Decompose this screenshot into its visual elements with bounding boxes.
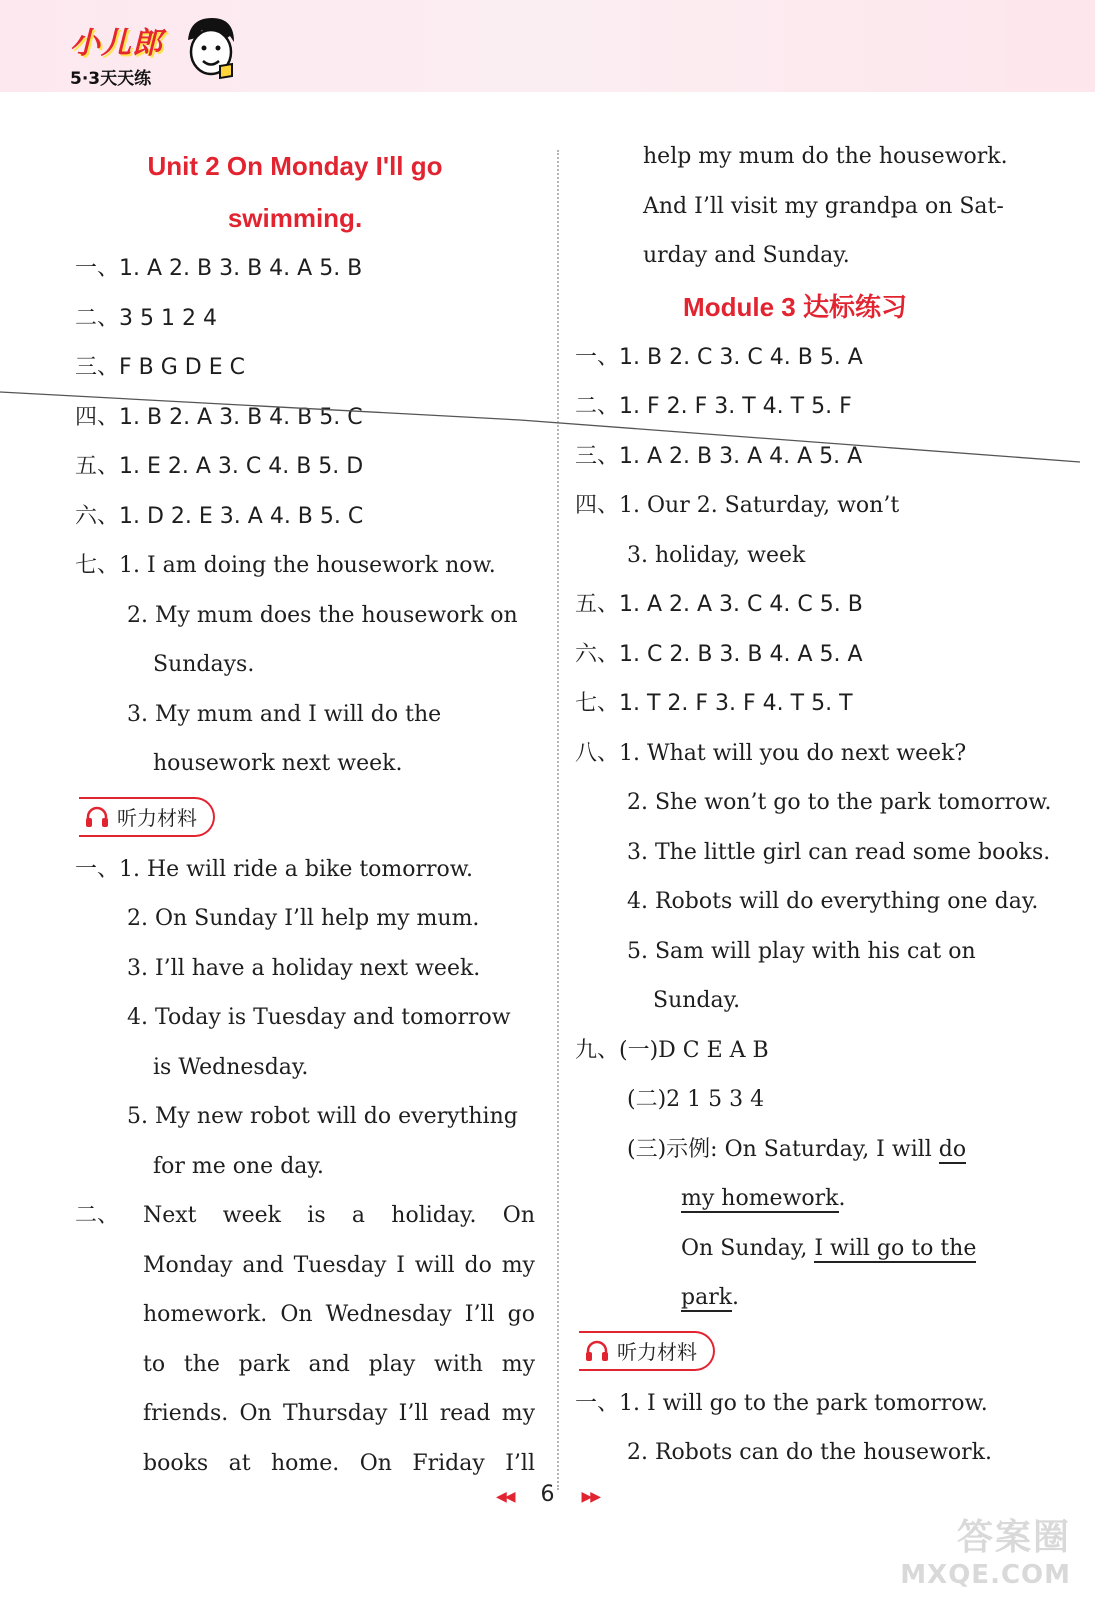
- module-9-3d: [575, 1273, 1045, 1323]
- module-9-3-end: .: [838, 1186, 846, 1211]
- listening-label-2: 听力材料: [617, 1340, 697, 1364]
- answer-row-2: 二、3 5 1 2 4: [75, 305, 217, 331]
- module-9-1: 九、(一)D C E A B: [575, 1037, 769, 1063]
- watermark: [900, 1509, 1071, 1590]
- module-8-5b: Sunday.: [653, 988, 741, 1013]
- passage-block: [75, 1191, 545, 1488]
- module-row-8: 八、1. What will you do next week?: [575, 740, 967, 766]
- answer-row-3: 三、F B G D E C: [75, 355, 245, 380]
- page-footer: [0, 1482, 1095, 1507]
- prev-arrows-icon: ◀◀: [495, 1489, 514, 1505]
- page-number: 6: [540, 1482, 555, 1507]
- watermark-text-a: 答案圈: [956, 1517, 1071, 1558]
- module-9-3-ul1: do: [938, 1136, 967, 1162]
- answer-7-3b: housework next week.: [153, 751, 403, 776]
- module-9-3d-end: .: [732, 1285, 740, 1310]
- right-column: [575, 132, 1052, 1478]
- headphones-icon: [585, 1340, 609, 1362]
- passage-prefix: 二、: [75, 1203, 120, 1228]
- passage-line-3: [75, 1290, 545, 1340]
- listening-4b: is Wednesday.: [153, 1054, 309, 1080]
- answer-7-2b: Sundays.: [153, 652, 255, 677]
- passage-text-5: friends. On Thursday I’ll read my: [143, 1401, 535, 1426]
- module-8-2: 2. She won’t go to the park tomorrow.: [627, 790, 1052, 815]
- module-row-6: 六、1. C 2. B 3. B 4. A 5. A: [575, 641, 863, 667]
- listening-label: 听力材料: [117, 806, 197, 830]
- module-row-4: 四、1. Our 2. Saturday, won’t: [575, 493, 900, 518]
- column-divider: [557, 150, 559, 1490]
- passage-text-3: homework. On Wednesday I’ll go: [143, 1302, 535, 1327]
- module-row-5: 五、1. A 2. A 3. C 4. C 5. B: [575, 592, 863, 617]
- module-row-1: 一、1. B 2. C 3. C 4. B 5. A: [575, 344, 863, 370]
- module-row-3: 三、1. A 2. B 3. A 4. A 5. A: [575, 443, 863, 469]
- module-9-3-ul4: park: [681, 1285, 733, 1310]
- answer-row-1: 一、1. A 2. B 3. B 4. A 5. B: [75, 256, 363, 281]
- module-heading: Module 3 达标练习: [683, 291, 907, 322]
- mascot-icon: [180, 14, 240, 88]
- module-8-5a: 5. Sam will play with his cat on: [627, 938, 976, 964]
- answer-row-7: 七、1. I am doing the housework now.: [75, 553, 496, 578]
- module-9-2: (二)2 1 5 3 4: [627, 1087, 765, 1112]
- listening-2: 2. On Sunday I’ll help my mum.: [127, 906, 480, 931]
- module-row-4-3: 3. holiday, week: [627, 542, 806, 568]
- listening-5a: 5. My new robot will do everything: [127, 1104, 518, 1129]
- listening-5b: for me one day.: [153, 1153, 324, 1179]
- module-9-3a: [575, 1125, 1045, 1175]
- listening-4a: 4. Today is Tuesday and tomorrow: [127, 1005, 511, 1030]
- listening-r1: 一、1. I will go to the park tomorrow.: [575, 1390, 988, 1416]
- brand-name: 小儿郎: [70, 26, 163, 61]
- series-name: 5·3天天练: [70, 69, 152, 89]
- unit-heading-line2: swimming.: [227, 203, 363, 233]
- passage-line-2: [75, 1241, 545, 1291]
- module-9-3c: [575, 1224, 1045, 1274]
- top-band: [0, 0, 1095, 92]
- watermark-text-b: MXQE.COM: [900, 1560, 1071, 1590]
- module-9-3-ul3: I will go to the: [814, 1235, 977, 1261]
- passage-text-2: Monday and Tuesday I will do my: [143, 1252, 535, 1278]
- module-8-4: 4. Robots will do everything one day.: [627, 889, 1039, 914]
- next-arrows-icon: ▶▶: [581, 1489, 600, 1505]
- listening-1: 一、1. He will ride a bike tomorrow.: [75, 856, 474, 882]
- passage-text-6: books at home. On Friday I’ll: [143, 1450, 535, 1476]
- module-8-3: 3. The little girl can read some books.: [627, 839, 1051, 865]
- passage-line-4: [75, 1340, 545, 1390]
- module-9-3-prefix: (三)示例: On Saturday, I will: [627, 1136, 939, 1162]
- passage-cont-2: And I’ll visit my grandpa on Sat-: [643, 193, 1004, 219]
- passage-line-1: [75, 1191, 545, 1241]
- passage-line-5: [75, 1389, 545, 1439]
- answer-7-3a: 3. My mum and I will do the: [127, 701, 442, 727]
- answer-7-2a: 2. My mum does the housework on: [127, 602, 518, 628]
- listening-badge-2: [579, 1331, 715, 1371]
- headphones-icon: [85, 806, 109, 828]
- listening-badge: [79, 797, 215, 837]
- left-column: [75, 140, 545, 1488]
- listening-r2: 2. Robots can do the housework.: [627, 1440, 992, 1465]
- module-row-2: 二、1. F 2. F 3. T 4. T 5. F: [575, 394, 852, 419]
- unit-heading-line1: Unit 2 On Monday I'll go: [147, 151, 443, 181]
- module-9-3b: [575, 1174, 1045, 1224]
- module-9-3-ul2: my homework: [681, 1186, 839, 1211]
- answer-row-4: 四、1. B 2. A 3. B 4. B 5. C: [75, 404, 363, 430]
- passage-cont-3: urday and Sunday.: [643, 243, 850, 268]
- answer-row-5: 五、1. E 2. A 3. C 4. B 5. D: [75, 454, 364, 479]
- module-9-3c-prefix: On Sunday,: [681, 1235, 815, 1261]
- module-row-7: 七、1. T 2. F 3. F 4. T 5. T: [575, 691, 853, 716]
- passage-text-1: Next week is a holiday. On: [143, 1203, 535, 1228]
- passage-cont-1: help my mum do the housework.: [643, 144, 1008, 169]
- listening-3: 3. I’ll have a holiday next week.: [127, 955, 481, 981]
- passage-line-6: [75, 1439, 545, 1489]
- brand-logo: [70, 18, 163, 89]
- answer-row-6: 六、1. D 2. E 3. A 4. B 5. C: [75, 503, 364, 529]
- passage-text-4: to the park and play with my: [143, 1351, 535, 1377]
